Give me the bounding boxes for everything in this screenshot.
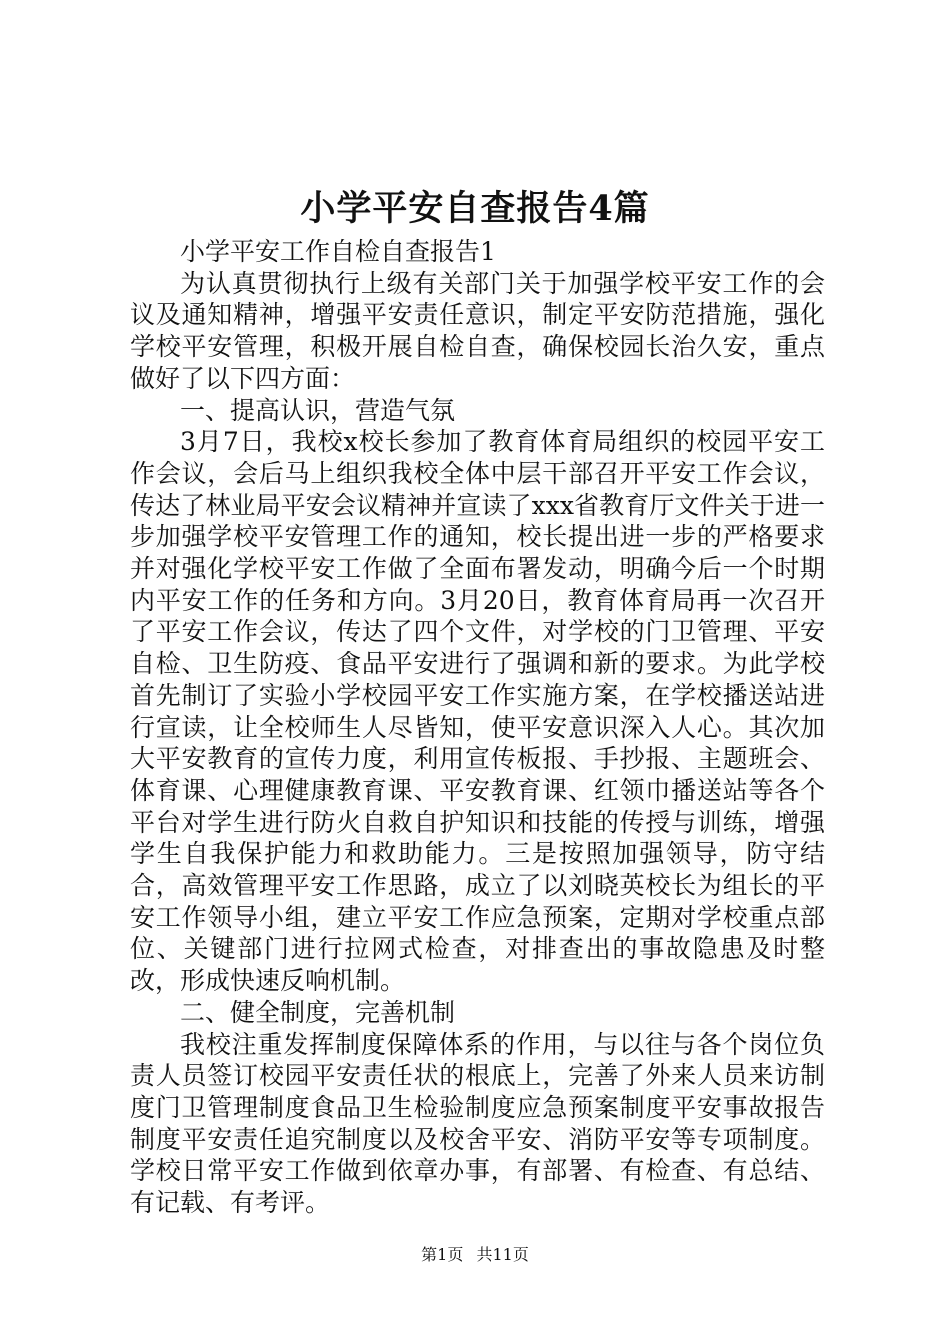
paragraph: 我校注重发挥制度保障体系的作用，与以往与各个岗位负责人员签订校园平安责任状的根底上，完善了外来人员来访制度门卫管理制度食品卫生检验制度应急预案制度平安事故报告制度平安责任追究制度以及校舍平安、消防平安等专项制度。学校日常平安工作做到依章办事，有部署、有检查、有总结、有记载、有考评。 xyxy=(130,1029,825,1218)
section-heading: 一、提高认识，营造气氛 xyxy=(180,395,456,425)
document-body xyxy=(130,236,825,1219)
paragraph: 为认真贯彻执行上级有关部门关于加强学校平安工作的会议及通知精神，增强平安责任意识，制定平安防范措施，强化学校平安管理，积极开展自检自查，确保校园长治久安，重点做好了以下四方面： xyxy=(130,268,825,393)
section-heading: 小学平安工作自检自查报告1 xyxy=(180,237,496,266)
page-number: 第1页 xyxy=(421,1245,464,1264)
section-heading: 二、健全制度，完善机制 xyxy=(180,997,456,1027)
page-footer xyxy=(0,1244,950,1266)
page-total: 共11页 xyxy=(476,1245,529,1264)
paragraph: 3月7日，我校x校长参加了教育体育局组织的校园平安工作会议，会后马上组织我校全体中层干部召开平安工作会议，传达了林业局平安会议精神并宣读了xxx省教育厅文件关于进一步加强学校平安管理工作的通知，校长提出进一步的严格要求并对强化学校平安工作做了全面布署发动，明确今后一个时期内平安工作的任务和方向。3月20日，教育体育局再一次召开了平安工作会议，传达了四个文件，对学校的门卫管理、平安自检、卫生防疫、食品平安进行了强调和新的要求。为此学校首先制订了实验小学校园平安工作实施方案，在学校播送站进行宣读，让全校师生人尽皆知，使平安意识深入人心。其次加大平安教育的宣传力度，利用宣传板报、手抄报、主题班会、体育课、心理健康教育课、平安教育课、红领巾播送站等各个平台对学生进行防火自救自护知识和技能的传授与训练，增强学生自我保护能力和救助能力。三是按照加强领导，防守结合，高效管理平安工作思路，成立了以刘晓英校长为组长的平安工作领导小组，建立平安工作应急预案，定期对学校重点部位、关键部门进行拉网式检查，对排查出的事故隐患及时整改，形成快速反响机制。 xyxy=(130,427,825,996)
document-title: 小学平安自查报告4篇 xyxy=(300,188,650,229)
